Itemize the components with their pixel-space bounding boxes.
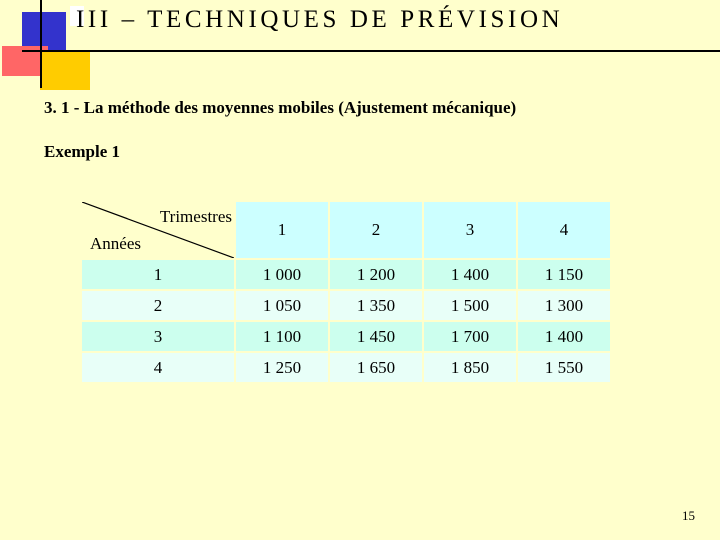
column-header: 2 [330,202,422,258]
column-header: 1 [236,202,328,258]
page-number: 15 [682,508,695,523]
table-cell: 1 250 [236,353,328,382]
decor-vertical-line [40,0,42,88]
table-cell: 1 650 [330,353,422,382]
table-cell: 1 350 [330,291,422,320]
table-cell: 1 000 [236,260,328,289]
table-cell: 1 050 [236,291,328,320]
table-cell: 1 150 [518,260,610,289]
row-axis-label: Années [90,234,141,253]
column-axis-label: Trimestres [159,207,232,226]
table-cell: 1 500 [424,291,516,320]
table-corner-cell [82,202,234,258]
column-header: 3 [424,202,516,258]
title-underline [22,50,720,52]
row-label: 4 [82,353,234,382]
table-cell: 1 400 [518,322,610,351]
example-label: Exemple 1 [44,142,121,161]
table-cell: 1 850 [424,353,516,382]
table-cell: 1 300 [518,291,610,320]
table-row [82,291,610,320]
table-row [82,322,610,351]
slide-title: III – TECHNIQUES DE PRÉVISION [76,6,564,33]
table-cell: 1 200 [330,260,422,289]
table-header-row [82,202,610,258]
row-label: 1 [82,260,234,289]
column-header: 4 [518,202,610,258]
table-cell: 1 100 [236,322,328,351]
table-row [82,260,610,289]
row-label: 2 [82,291,234,320]
table-cell: 1 700 [424,322,516,351]
row-label: 3 [82,322,234,351]
table-cell: 1 400 [424,260,516,289]
table-cell: 1 450 [330,322,422,351]
table-cell: 1 550 [518,353,610,382]
table-row [82,353,610,382]
data-table [80,200,612,384]
section-heading: 3. 1 - La méthode des moyennes mobiles (Ajustement mécanique) [44,98,517,117]
decor-yellow-square [40,50,90,90]
